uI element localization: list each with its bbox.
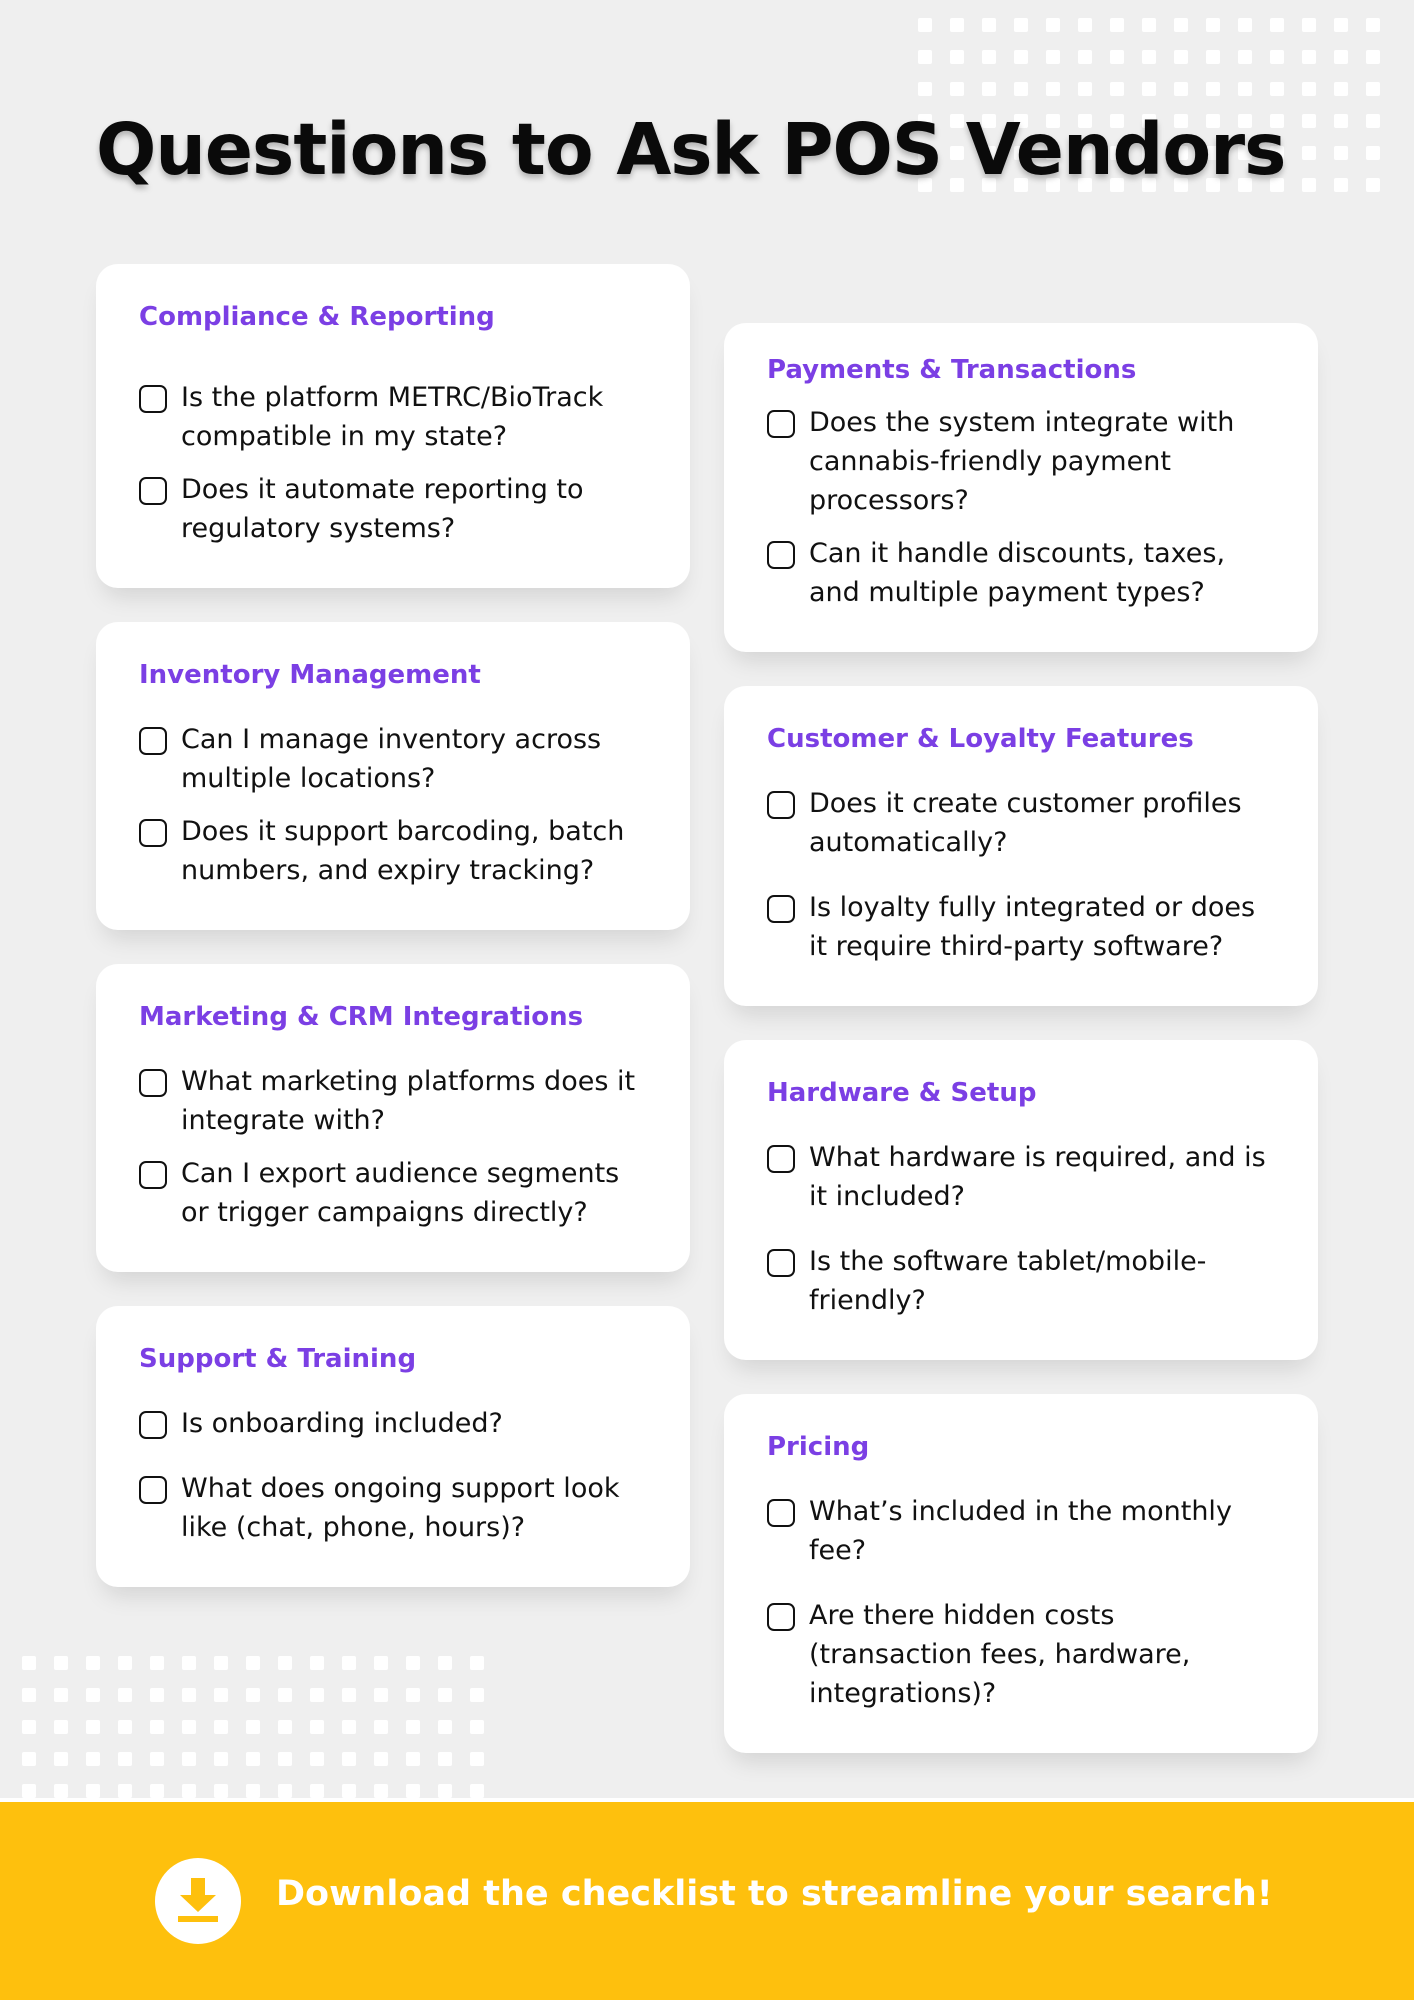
decorative-dot (86, 1784, 100, 1798)
card-hardware-setup (724, 1040, 1318, 1360)
decorative-dot (310, 1656, 324, 1670)
decorative-dot (406, 1752, 420, 1766)
decorative-dot (54, 1720, 68, 1734)
item-text: Does it automate reporting to regulatory systems? (181, 474, 584, 544)
checkbox[interactable] (139, 477, 167, 505)
right-column (724, 323, 1318, 1787)
checkbox[interactable] (139, 1069, 167, 1097)
card-title: Pricing (767, 1432, 870, 1462)
decorative-dot (1046, 18, 1060, 32)
decorative-dot (470, 1688, 484, 1702)
decorative-dot (54, 1784, 68, 1798)
decorative-dot (118, 1656, 132, 1670)
checkbox[interactable] (139, 819, 167, 847)
decorative-dot (1270, 18, 1284, 32)
decorative-dot (1270, 50, 1284, 64)
checklist-item[interactable] (139, 1469, 650, 1547)
item-text: Is the software tablet/mobile-friendly? (809, 1246, 1207, 1316)
decorative-dot (1334, 146, 1348, 160)
decorative-dot (1046, 82, 1060, 96)
decorative-dot (182, 1752, 196, 1766)
checkbox[interactable] (139, 727, 167, 755)
decorative-dot (1238, 82, 1252, 96)
decorative-dot (1270, 82, 1284, 96)
decorative-dot (118, 1784, 132, 1798)
checklist-item[interactable] (767, 534, 1278, 612)
decorative-dot (1078, 18, 1092, 32)
decorative-dot (1302, 146, 1316, 160)
card-title: Support & Training (139, 1344, 417, 1374)
decorative-dot (214, 1688, 228, 1702)
decorative-dot (1078, 50, 1092, 64)
card-compliance-reporting (96, 264, 690, 588)
decorative-dot (470, 1784, 484, 1798)
decorative-dot (1302, 114, 1316, 128)
item-text: What’s included in the monthly fee? (809, 1496, 1232, 1566)
decorative-dot (1334, 18, 1348, 32)
item-text: Does the system integrate with cannabis-friendly payment processors? (809, 407, 1235, 516)
decorative-dot (342, 1688, 356, 1702)
decorative-dot (246, 1656, 260, 1670)
decorative-dot (1014, 82, 1028, 96)
card-title: Payments & Transactions (767, 355, 1137, 385)
decorative-dot (118, 1688, 132, 1702)
decorative-dot (1078, 82, 1092, 96)
decorative-dot (22, 1720, 36, 1734)
decorative-dot (438, 1752, 452, 1766)
decorative-dot (86, 1688, 100, 1702)
checkbox[interactable] (767, 895, 795, 923)
item-text: Are there hidden costs (transaction fees, hardware, integrations)? (809, 1600, 1191, 1709)
decorative-dot (374, 1720, 388, 1734)
decorative-dot (438, 1656, 452, 1670)
decorative-dot (1206, 50, 1220, 64)
card-pricing (724, 1394, 1318, 1753)
decorative-dot (374, 1752, 388, 1766)
decorative-dot (470, 1752, 484, 1766)
decorative-dot (310, 1688, 324, 1702)
card-payments-transactions (724, 323, 1318, 652)
checklist-item[interactable] (767, 1596, 1278, 1713)
decorative-dot (342, 1720, 356, 1734)
footer-cta-text[interactable]: Download the checklist to streamline your search! (276, 1874, 1273, 1914)
card-support-training (96, 1306, 690, 1587)
decorative-dot (214, 1784, 228, 1798)
decorative-dot (950, 18, 964, 32)
decorative-dot (1174, 50, 1188, 64)
item-text: Does it support barcoding, batch numbers, and expiry tracking? (181, 816, 625, 886)
decorative-dot (310, 1752, 324, 1766)
decorative-dot (1302, 82, 1316, 96)
decorative-dot (86, 1656, 100, 1670)
decorative-dot (278, 1720, 292, 1734)
decorative-dot (214, 1720, 228, 1734)
decorative-dot (310, 1784, 324, 1798)
decorative-dot (54, 1688, 68, 1702)
checklist-item[interactable] (767, 1138, 1278, 1216)
decorative-dot (470, 1656, 484, 1670)
decorative-dot (246, 1784, 260, 1798)
decorative-dot (150, 1720, 164, 1734)
decorative-dot (406, 1656, 420, 1670)
decorative-dot (150, 1688, 164, 1702)
checklist-item[interactable] (767, 888, 1278, 966)
decorative-dot (1366, 146, 1380, 160)
decorative-dot (1334, 50, 1348, 64)
decorative-dot (1238, 50, 1252, 64)
decorative-dot (22, 1752, 36, 1766)
decorative-dot (918, 18, 932, 32)
item-text: Can I manage inventory across multiple locations? (181, 724, 602, 794)
decorative-dot (54, 1656, 68, 1670)
download-icon (176, 1878, 220, 1924)
decorative-dot (918, 50, 932, 64)
checkbox[interactable] (767, 541, 795, 569)
item-text: Is the platform METRC/BioTrack compatible in my state? (181, 382, 604, 452)
decorative-dot (1174, 18, 1188, 32)
decorative-dot (406, 1720, 420, 1734)
decorative-dot (406, 1784, 420, 1798)
decorative-dot (1302, 178, 1316, 192)
decorative-dot (1142, 50, 1156, 64)
card-title: Marketing & CRM Integrations (139, 1002, 584, 1032)
decorative-dot (950, 82, 964, 96)
footer-banner[interactable] (0, 1798, 1414, 2000)
item-text: What does ongoing support look like (chat, phone, hours)? (181, 1473, 620, 1543)
decorative-dot (54, 1752, 68, 1766)
decorative-dot (1014, 18, 1028, 32)
decorative-dot (374, 1656, 388, 1670)
decorative-dot (438, 1784, 452, 1798)
decorative-dot (438, 1688, 452, 1702)
checkbox[interactable] (767, 1499, 795, 1527)
decorative-dot (278, 1656, 292, 1670)
decorative-dot (1206, 18, 1220, 32)
card-title: Inventory Management (139, 660, 481, 690)
decorative-dot (22, 1656, 36, 1670)
decorative-dot (1174, 82, 1188, 96)
decorative-dot (246, 1752, 260, 1766)
decorative-dot (278, 1688, 292, 1702)
checkbox[interactable] (139, 1411, 167, 1439)
decorative-dot (182, 1656, 196, 1670)
card-title: Compliance & Reporting (139, 302, 495, 332)
checklist-item[interactable] (767, 403, 1278, 520)
checklist-item[interactable] (139, 1154, 650, 1232)
checklist-item[interactable] (139, 1062, 650, 1140)
decorative-dot (214, 1752, 228, 1766)
decorative-dot (374, 1784, 388, 1798)
item-text: What marketing platforms does it integrate with? (181, 1066, 636, 1136)
decorative-dot (22, 1688, 36, 1702)
decorative-dot (182, 1720, 196, 1734)
decorative-dot (1110, 82, 1124, 96)
decorative-dot (246, 1720, 260, 1734)
card-title: Customer & Loyalty Features (767, 724, 1194, 754)
decorative-dot (278, 1784, 292, 1798)
item-text: Can I export audience segments or trigger campaigns directly? (181, 1158, 620, 1228)
decorative-dot (1110, 18, 1124, 32)
item-text: Is onboarding included? (181, 1408, 503, 1439)
card-title: Hardware & Setup (767, 1078, 1037, 1108)
decorative-dot (1334, 178, 1348, 192)
decorative-dot (1142, 18, 1156, 32)
decorative-dot (118, 1752, 132, 1766)
decorative-dot (982, 50, 996, 64)
checkbox[interactable] (767, 410, 795, 438)
checkbox[interactable] (139, 1161, 167, 1189)
decorative-dot (1206, 82, 1220, 96)
decorative-dot (374, 1688, 388, 1702)
decorative-dot (182, 1688, 196, 1702)
decorative-dot (1366, 114, 1380, 128)
decorative-dot (1366, 178, 1380, 192)
checklist-item[interactable] (139, 812, 650, 890)
decorative-dot (342, 1656, 356, 1670)
card-inventory-management (96, 622, 690, 930)
decorative-dot (918, 82, 932, 96)
decorative-dot (1334, 82, 1348, 96)
decorative-dot (1046, 50, 1060, 64)
download-button[interactable] (155, 1858, 241, 1944)
checklist-item[interactable] (767, 1242, 1278, 1320)
card-marketing-crm (96, 964, 690, 1272)
decorative-dot (86, 1752, 100, 1766)
decorative-dot (1302, 50, 1316, 64)
decorative-dot (342, 1752, 356, 1766)
decorative-dot (470, 1720, 484, 1734)
checkbox[interactable] (767, 791, 795, 819)
decorative-dot (310, 1720, 324, 1734)
decorative-dot (1366, 50, 1380, 64)
checkbox[interactable] (139, 385, 167, 413)
decorative-dot (406, 1688, 420, 1702)
decorative-dot (982, 82, 996, 96)
checklist-item[interactable] (767, 784, 1278, 862)
checkbox[interactable] (139, 1476, 167, 1504)
item-text: What hardware is required, and is it included? (809, 1142, 1266, 1212)
decorative-dot (118, 1720, 132, 1734)
decorative-dot (438, 1720, 452, 1734)
item-text: Is loyalty fully integrated or does it require third-party software? (809, 892, 1256, 962)
decorative-dot (182, 1784, 196, 1798)
decorative-dot (278, 1752, 292, 1766)
decorative-dot (1238, 18, 1252, 32)
decorative-dot (214, 1656, 228, 1670)
decorative-dot (1302, 18, 1316, 32)
decorative-dot (22, 1784, 36, 1798)
checklist-item[interactable] (139, 1404, 650, 1443)
checkbox[interactable] (767, 1145, 795, 1173)
decorative-dot (950, 50, 964, 64)
decorative-dot (150, 1752, 164, 1766)
checklist-item[interactable] (139, 378, 650, 456)
decorative-dot (1014, 50, 1028, 64)
left-column (96, 264, 690, 1621)
decorative-dot (982, 18, 996, 32)
decorative-dot (1110, 50, 1124, 64)
checkbox[interactable] (767, 1249, 795, 1277)
decorative-dot (86, 1720, 100, 1734)
decorative-dot (1334, 114, 1348, 128)
checkbox[interactable] (767, 1603, 795, 1631)
item-text: Does it create customer profiles automatically? (809, 788, 1242, 858)
decorative-dot (1366, 18, 1380, 32)
decorative-dot (1142, 82, 1156, 96)
card-customer-loyalty (724, 686, 1318, 1006)
checklist-item[interactable] (767, 1492, 1278, 1570)
decorative-dot (246, 1688, 260, 1702)
decorative-dot (150, 1656, 164, 1670)
checklist-item[interactable] (139, 470, 650, 548)
decorative-dot (1366, 82, 1380, 96)
decorative-dot (150, 1784, 164, 1798)
item-text: Can it handle discounts, taxes, and multiple payment types? (809, 538, 1226, 608)
decorative-dot (342, 1784, 356, 1798)
checklist-item[interactable] (139, 720, 650, 798)
page-title: Questions to Ask POS Vendors (96, 108, 1286, 191)
